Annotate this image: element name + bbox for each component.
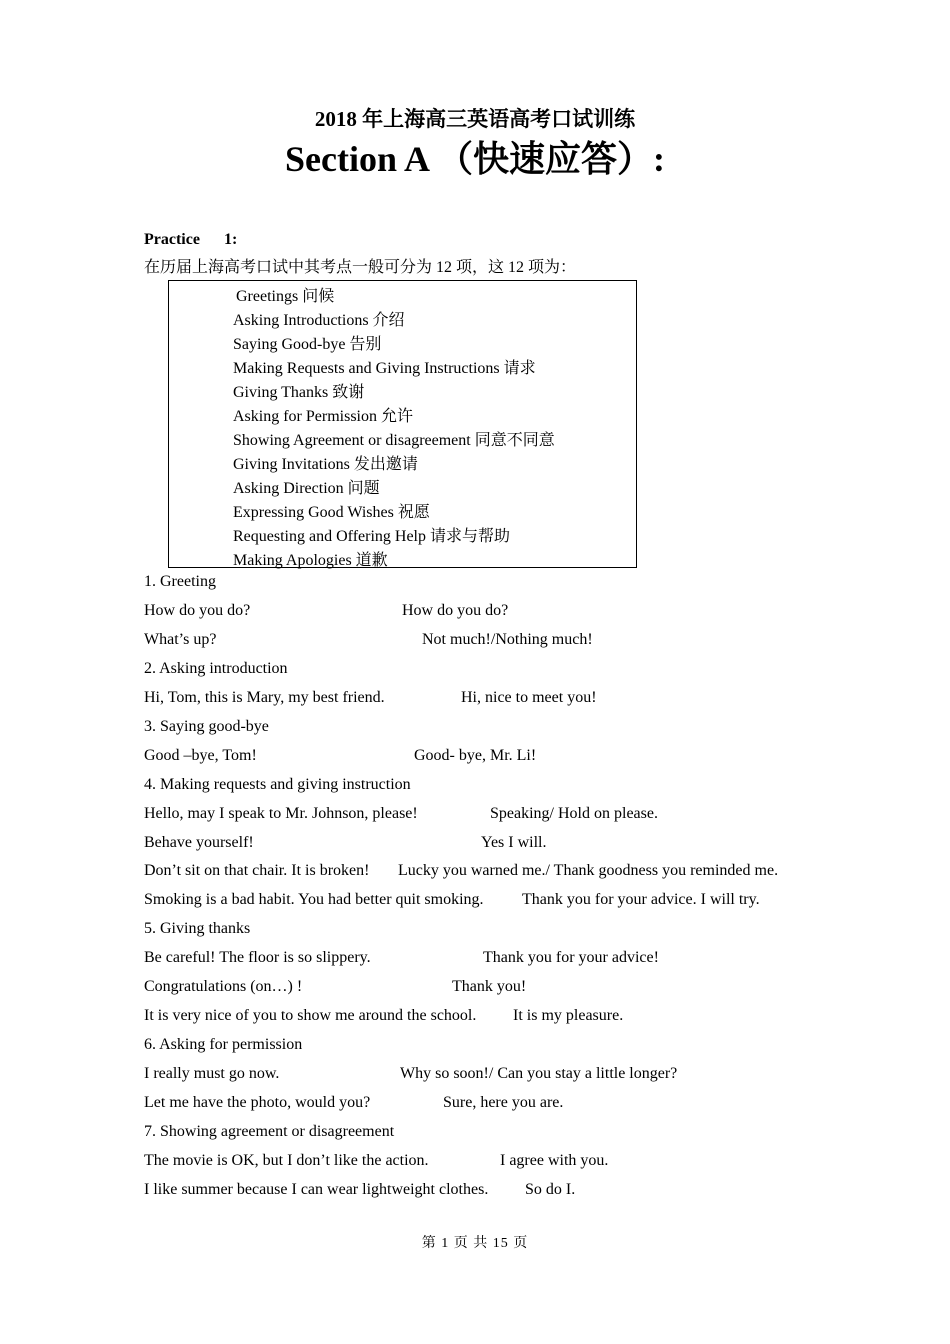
topic-item: Asking Introductions 介绍 bbox=[233, 312, 405, 329]
category-heading: 1. Greeting bbox=[144, 573, 216, 590]
prompt-line: I really must go now. bbox=[144, 1065, 280, 1082]
prompt-line: What’s up? bbox=[144, 631, 217, 648]
topic-item: Giving Thanks 致谢 bbox=[233, 384, 365, 401]
prompt-line: I like summer because I can wear lightweight clothes. bbox=[144, 1181, 489, 1198]
prompt-line: Don’t sit on that chair. It is broken! bbox=[144, 862, 370, 879]
response-line: Yes I will. bbox=[481, 834, 547, 851]
prompt-line: Behave yourself! bbox=[144, 834, 254, 851]
response-line: Thank you! bbox=[452, 978, 527, 995]
response-line: Good- bye, Mr. Li! bbox=[414, 747, 537, 764]
prompt-line: Hi, Tom, this is Mary, my best friend. bbox=[144, 689, 385, 706]
prompt-line: How do you do? bbox=[144, 602, 251, 619]
practice-number: 1: bbox=[223, 231, 238, 248]
category-heading: 2. Asking introduction bbox=[144, 660, 288, 677]
response-line: Why so soon!/ Can you stay a little longer? bbox=[400, 1065, 678, 1082]
topic-item: Asking Direction 问题 bbox=[233, 480, 380, 497]
response-line: So do I. bbox=[525, 1181, 576, 1198]
prompt-line: It is very nice of you to show me around the school. bbox=[144, 1007, 477, 1024]
topic-item: Making Requests and Giving Instructions 请求 bbox=[233, 360, 536, 377]
response-line: Sure, here you are. bbox=[443, 1094, 564, 1111]
prompt-line: The movie is OK, but I don’t like the action. bbox=[144, 1152, 429, 1169]
topic-item: Expressing Good Wishes 祝愿 bbox=[233, 504, 430, 521]
document-title: 2018 年上海高三英语高考口试训练 bbox=[314, 107, 636, 131]
response-line: Thank you for your advice! bbox=[483, 949, 659, 966]
prompt-line: Hello, may I speak to Mr. Johnson, please! bbox=[144, 805, 418, 822]
topic-item: Making Apologies 道歉 bbox=[233, 552, 388, 569]
topic-item: Giving Invitations 发出邀请 bbox=[233, 456, 418, 473]
category-heading: 6. Asking for permission bbox=[144, 1036, 303, 1053]
topic-item: Asking for Permission 允许 bbox=[233, 408, 414, 425]
category-heading: 4. Making requests and giving instruction bbox=[144, 776, 411, 793]
response-line: Not much!/Nothing much! bbox=[422, 631, 593, 648]
category-heading: 5. Giving thanks bbox=[144, 920, 251, 937]
topic-item: Requesting and Offering Help 请求与帮助 bbox=[233, 528, 510, 545]
category-heading: 3. Saying good-bye bbox=[144, 718, 269, 735]
topic-item: Saying Good-bye 告别 bbox=[233, 336, 382, 353]
response-line: It is my pleasure. bbox=[513, 1007, 624, 1024]
prompt-line: Be careful! The floor is so slippery. bbox=[144, 949, 371, 966]
response-line: How do you do? bbox=[402, 602, 509, 619]
practice-label: Practice bbox=[144, 231, 200, 248]
section-title: Section A （快速应答）: bbox=[284, 139, 665, 179]
prompt-line: Smoking is a bad habit. You had better quit smoking. bbox=[144, 891, 484, 908]
response-line: Lucky you warned me./ Thank goodness you reminded me. bbox=[398, 862, 779, 879]
page-footer: 第 1 页 共 15 页 bbox=[421, 1236, 529, 1251]
practice-heading bbox=[144, 229, 237, 251]
prompt-line: Good –bye, Tom! bbox=[144, 747, 257, 764]
response-line: Speaking/ Hold on please. bbox=[490, 805, 658, 822]
prompt-line: Congratulations (on…) ! bbox=[144, 978, 303, 995]
response-line: Hi, nice to meet you! bbox=[461, 689, 597, 706]
response-line: Thank you for your advice. I will try. bbox=[522, 891, 760, 908]
category-heading: 7. Showing agreement or disagreement bbox=[144, 1123, 395, 1140]
prompt-line: Let me have the photo, would you? bbox=[144, 1094, 371, 1111]
topic-item: Showing Agreement or disagreement 同意不同意 bbox=[233, 432, 555, 449]
topic-list-box bbox=[168, 280, 637, 568]
response-line: I agree with you. bbox=[500, 1152, 609, 1169]
topic-item: Greetings 问候 bbox=[236, 288, 335, 305]
practice-intro: 在历届上海高考口试中其考点一般可分为 12 项，这 12 项为： bbox=[144, 259, 577, 276]
